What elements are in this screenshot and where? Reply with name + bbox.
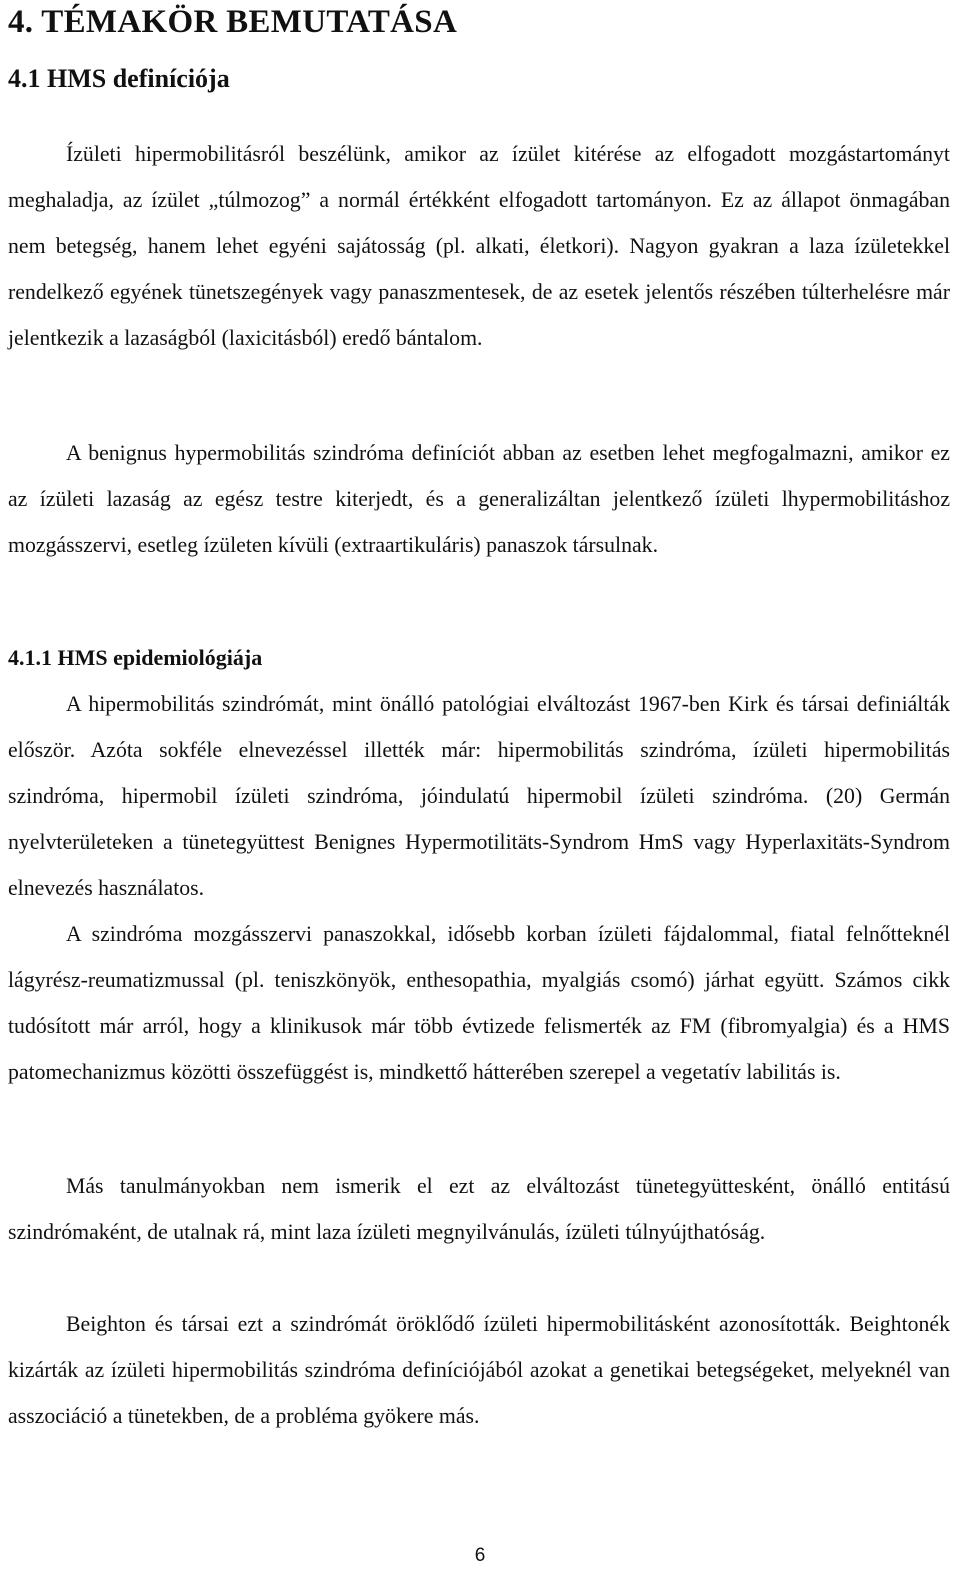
- paragraph-beighton: Beighton és társai ezt a szindrómát öröklődő ízületi hipermobilitásként azonosították. Beightonék kizárták az ízületi hipermobilitás szindróma definíciójából azokat a genetikai betegségeket, melyeknél van asszociáció a tünetekben, de a probléma gyökere más.: [8, 1312, 950, 1428]
- chapter-title: 4. TÉMAKÖR BEMUTATÁSA: [8, 4, 458, 40]
- page-number: 6: [474, 1545, 486, 1566]
- subsection-title: 4.1.1 HMS epidemiológiája: [8, 645, 263, 670]
- section-title: 4.1 HMS definíciója: [8, 64, 230, 93]
- paragraph-epidemiology: A hipermobilitás szindrómát, mint önálló patológiai elváltozást 1967-ben Kirk és társai definiálták először. Azóta sokféle elnevezéssel illették már: hipermobilitás szindróma, ízületi hipermobilitás szindróma, hipermobil ízületi szindróma, jóindulatú hipermobil ízületi szindróma. (20) Germán nyelvterületeken a tünetegyüttest Benignes Hypermotilitäts-Syndrom HmS vagy Hyperlaxitäts-Syndrom elnevezés használatos.: [8, 692, 950, 900]
- paragraph-other-studies: Más tanulmányokban nem ismerik el ezt az elváltozást tünetegyüttesként, önálló entitású szindrómaként, de utalnak rá, mint laza ízületi megnyilvánulás, ízületi túlnyújthatóság.: [8, 1174, 950, 1244]
- paragraph-hms-definition: Ízületi hipermobilitásról beszélünk, amikor az ízület kitérése az elfogadott mozgástartományt meghaladja, az ízület „túlmozog” a normál értékként elfogadott tartományon. Ez az állapot önmagában nem betegség, hanem lehet egyéni sajátosság (pl. alkati, életkori). Nagyon gyakran a laza ízületekkel rendelkező egyének tünetszegények vagy panaszmentesek, de az esetek jelentős részében túlterhelésre már jelentkezik a lazaságból (laxicitásból) eredő bántalom.: [8, 142, 950, 350]
- paragraph-benign-hms: A benignus hypermobilitás szindróma definíciót abban az esetben lehet megfogalmazni, amikor ez az ízületi lazaság az egész testre kiterjedt, és a generalizáltan jelentkező ízületi lhypermobilitáshoz mozgásszervi, esetleg ízületen kívüli (extraartikuláris) panaszok társulnak.: [8, 441, 950, 557]
- paragraph-symptoms: A szindróma mozgásszervi panaszokkal, idősebb korban ízületi fájdalommal, fiatal felnőtteknél lágyrész-reumatizmussal (pl. teniszkönyök, enthesopathia, myalgiás csomó) járhat együtt. Számos cikk tudósított már arról, hogy a klinikusok már több évtizede felismerték az FM (fibromyalgia) és a HMS patomechanizmus közötti összefüggést is, mindkettő hátterében szerepel a vegetatív labilitás is.: [8, 922, 950, 1084]
